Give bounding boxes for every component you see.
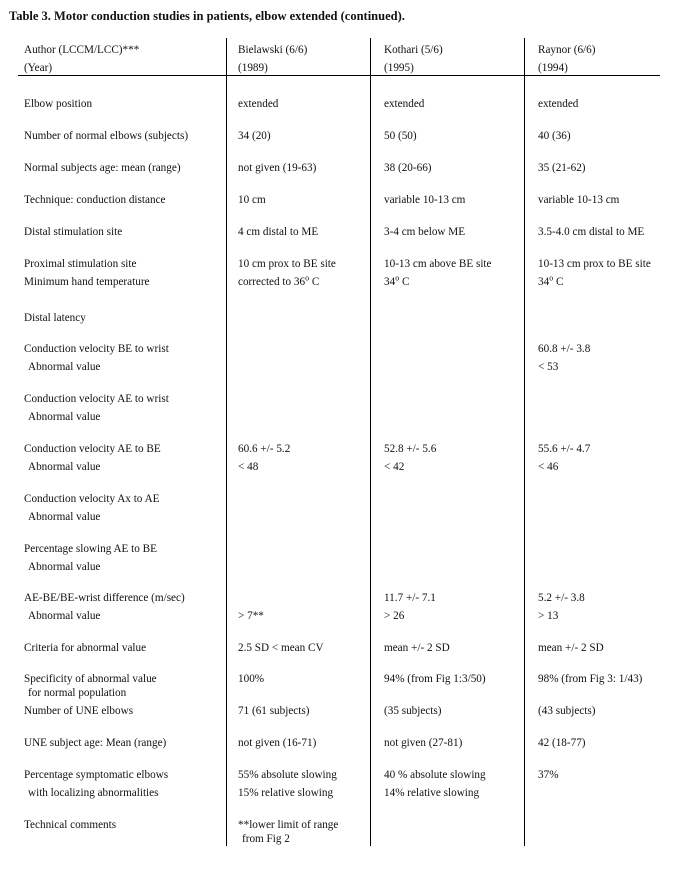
cell: 98% (from Fig 3: 1/43) bbox=[538, 673, 643, 685]
cell: 52.8 +/- 5.6 bbox=[384, 443, 437, 455]
row-sublabel: Abnormal value bbox=[28, 361, 101, 373]
row-label: Minimum hand temperature bbox=[24, 276, 150, 288]
cell: < 53 bbox=[538, 361, 559, 373]
row-label: Distal stimulation site bbox=[24, 226, 123, 238]
study-name: Bielawski (6/6) bbox=[238, 44, 308, 56]
header-year-label: (Year) bbox=[24, 62, 53, 74]
row-label: Elbow position bbox=[24, 98, 93, 110]
row-sublabel: Abnormal value bbox=[28, 461, 101, 473]
cell: 34$^o$ C bbox=[384, 273, 410, 288]
cell: mean +/- 2 SD bbox=[384, 642, 450, 654]
cell: not given (27-81) bbox=[384, 737, 463, 749]
cell: 40 % absolute slowing bbox=[384, 769, 486, 781]
cell: 50 (50) bbox=[384, 130, 417, 142]
cell: 55% absolute slowing bbox=[238, 769, 337, 781]
cell: 60.6 +/- 5.2 bbox=[238, 443, 291, 455]
header-label: Author (LCCM/LCC)*** bbox=[24, 44, 140, 56]
row-label: UNE subject age: Mean (range) bbox=[24, 737, 167, 749]
row-label: Conduction velocity AE to wrist bbox=[24, 393, 169, 405]
study-year: (1995) bbox=[384, 62, 414, 74]
row-label: AE-BE/BE-wrist difference (m/sec) bbox=[24, 592, 185, 604]
row-label: Technical comments bbox=[24, 819, 117, 831]
cell: (35 subjects) bbox=[384, 705, 442, 717]
cell: > 7** bbox=[238, 610, 264, 622]
cell: variable 10-13 cm bbox=[538, 194, 620, 206]
cell: variable 10-13 cm bbox=[384, 194, 466, 206]
cell: 100% bbox=[238, 673, 265, 685]
cell: 60.8 +/- 3.8 bbox=[538, 343, 591, 355]
cell: extended bbox=[538, 98, 579, 110]
row-label: Distal latency bbox=[24, 312, 86, 324]
cell: 14% relative slowing bbox=[384, 787, 480, 799]
cell: extended bbox=[238, 98, 279, 110]
study-name: Raynor (6/6) bbox=[538, 44, 596, 56]
row-label: Conduction velocity AE to BE bbox=[24, 443, 161, 455]
cell: 15% relative slowing bbox=[238, 787, 334, 799]
cell: 55.6 +/- 4.7 bbox=[538, 443, 591, 455]
cell: < 46 bbox=[538, 461, 559, 473]
cell: 3.5-4.0 cm distal to ME bbox=[538, 226, 645, 238]
row-label: Technique: conduction distance bbox=[24, 194, 166, 206]
study-year: (1989) bbox=[238, 62, 268, 74]
row-label: Conduction velocity Ax to AE bbox=[24, 493, 160, 505]
row-label: Number of normal elbows (subjects) bbox=[24, 130, 189, 142]
column-divider-2 bbox=[370, 38, 371, 846]
header-divider bbox=[18, 75, 660, 76]
cell: 35 (21-62) bbox=[538, 162, 586, 174]
cell: 34 (20) bbox=[238, 130, 271, 142]
cell: 38 (20-66) bbox=[384, 162, 432, 174]
cell: (43 subjects) bbox=[538, 705, 596, 717]
row-sublabel: Abnormal value bbox=[28, 561, 101, 573]
footnote: from Fig 2 bbox=[242, 833, 290, 845]
row-sublabel: Abnormal value bbox=[28, 610, 101, 622]
cell: 42 (18-77) bbox=[538, 737, 586, 749]
cell: < 48 bbox=[238, 461, 259, 473]
cell: 10 cm prox to BE site bbox=[238, 258, 336, 270]
cell: 3-4 cm below ME bbox=[384, 226, 466, 238]
row-label: Proximal stimulation site bbox=[24, 258, 137, 270]
column-divider-3 bbox=[524, 38, 525, 846]
study-year: (1994) bbox=[538, 62, 568, 74]
row-label: Conduction velocity BE to wrist bbox=[24, 343, 169, 355]
study-name: Kothari (5/6) bbox=[384, 44, 443, 56]
cell: < 42 bbox=[384, 461, 405, 473]
cell: 10-13 cm above BE site bbox=[384, 258, 492, 270]
cell: 71 (61 subjects) bbox=[238, 705, 310, 717]
table-caption: Table 3. Motor conduction studies in patients, elbow extended (continued). bbox=[9, 9, 405, 23]
cell: 94% (from Fig 1:3/50) bbox=[384, 673, 486, 685]
cell: not given (16-71) bbox=[238, 737, 317, 749]
cell: mean +/- 2 SD bbox=[538, 642, 604, 654]
cell: 40 (36) bbox=[538, 130, 571, 142]
row-label: Number of UNE elbows bbox=[24, 705, 134, 717]
row-label: Percentage symptomatic elbows bbox=[24, 769, 169, 781]
cell: > 26 bbox=[384, 610, 405, 622]
cell: > 13 bbox=[538, 610, 559, 622]
cell: 5.2 +/- 3.8 bbox=[538, 592, 585, 604]
cell: 10 cm bbox=[238, 194, 266, 206]
row-label: Criteria for abnormal value bbox=[24, 642, 147, 654]
cell: extended bbox=[384, 98, 425, 110]
row-sublabel: with localizing abnormalities bbox=[28, 787, 159, 799]
row-label: Specificity of abnormal value bbox=[24, 673, 157, 685]
row-sublabel: for normal population bbox=[28, 687, 127, 699]
row-sublabel: Abnormal value bbox=[28, 511, 101, 523]
row-sublabel: Abnormal value bbox=[28, 411, 101, 423]
footnote: **lower limit of range bbox=[238, 819, 339, 831]
cell: 2.5 SD < mean CV bbox=[238, 642, 324, 654]
row-label: Percentage slowing AE to BE bbox=[24, 543, 157, 555]
cell: 10-13 cm prox to BE site bbox=[538, 258, 651, 270]
cell: corrected to 36$^o$ C bbox=[238, 273, 320, 288]
row-label: Normal subjects age: mean (range) bbox=[24, 162, 181, 174]
cell: not given (19-63) bbox=[238, 162, 317, 174]
cell: 4 cm distal to ME bbox=[238, 226, 319, 238]
cell: 34$^o$ C bbox=[538, 273, 564, 288]
cell: 11.7 +/- 7.1 bbox=[384, 592, 436, 604]
cell: 37% bbox=[538, 769, 559, 781]
column-divider-1 bbox=[226, 38, 227, 846]
